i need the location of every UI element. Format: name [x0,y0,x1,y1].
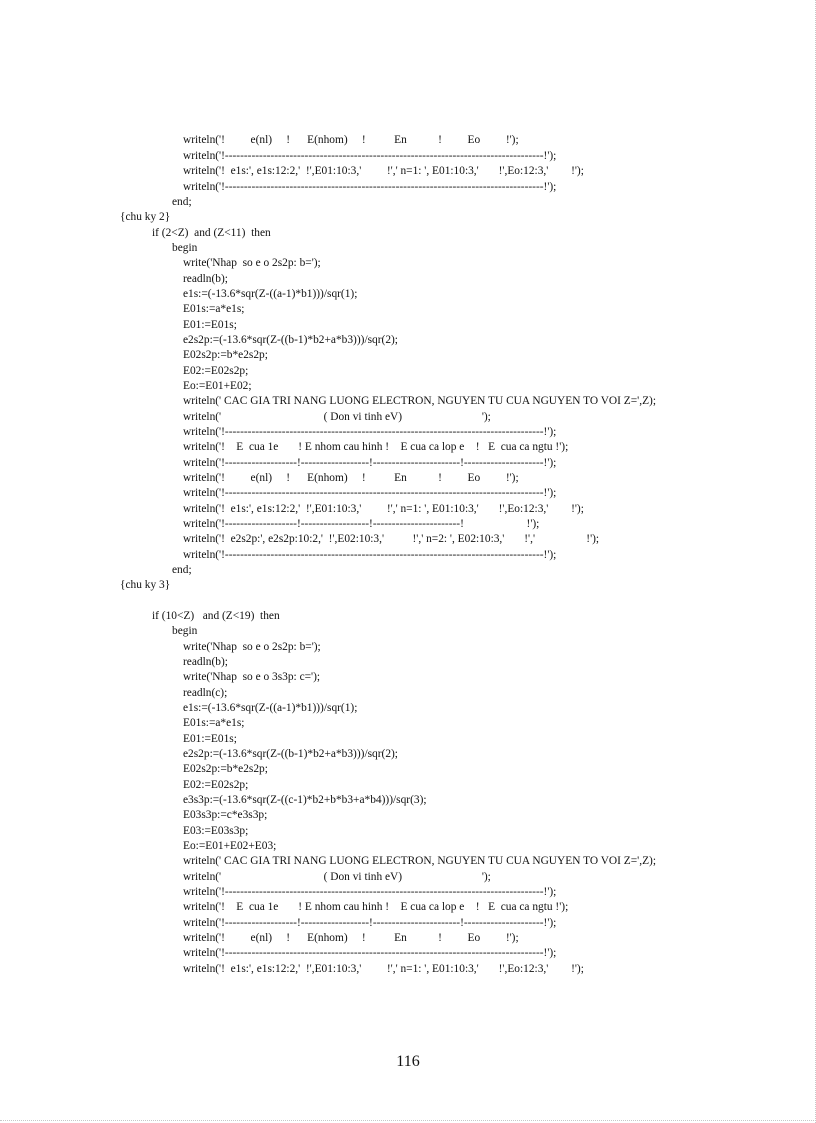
code-line: E01:=E01s; [183,319,237,331]
code-line: writeln('! e1s:', e1s:12:2,' !',E01:10:3,' !',' n=1: ', E01:10:3,' !',Eo:12:3,' !'); [183,165,584,177]
code-line: writeln(' CAC GIA TRI NANG LUONG ELECTRON, NGUYEN TU CUA NGUYEN TO VOI Z=',Z); [183,395,656,407]
code-line: write('Nhap so e o 2s2p: b='); [183,257,321,269]
code-line: E02:=E02s2p; [183,779,249,791]
code-line: E02s2p:=b*e2s2p; [183,349,268,361]
code-line: writeln('!-------------------!------------------!-----------------------! !'); [183,518,540,530]
code-line: e2s2p:=(-13.6*sqr(Z-((b-1)*b2+a*b3)))/sqr(2); [183,334,398,346]
code-line: writeln(' CAC GIA TRI NANG LUONG ELECTRON, NGUYEN TU CUA NGUYEN TO VOI Z=',Z); [183,855,656,867]
code-line: writeln('! e2s2p:', e2s2p:10:2,' !',E02:10:3,' !',' n=2: ', E02:10:3,' !',' !'); [183,533,600,545]
page-number: 116 [396,1053,420,1070]
code-line: Eo:=E01+E02+E03; [183,840,277,852]
code-line: writeln('! e1s:', e1s:12:2,' !',E01:10:3,' !',' n=1: ', E01:10:3,' !',Eo:12:3,' !'); [183,503,584,515]
code-line: writeln('!------------------------------------------------------------------------------------!'); [183,150,557,162]
code-line: writeln(' ( Don vi tinh eV) '); [183,411,491,423]
page-border-bottom [0,1120,816,1121]
code-line: writeln('!-------------------!------------------!-----------------------!---------------------!'); [183,457,557,469]
code-line: write('Nhap so e o 2s2p: b='); [183,641,321,653]
code-line: if (2<Z) and (Z<11) then [152,227,271,239]
code-line: writeln(' ( Don vi tinh eV) '); [183,871,491,883]
code-line: writeln('!------------------------------------------------------------------------------------!'); [183,947,557,959]
code-line: readln(c); [183,687,228,699]
code-line: E01s:=a*e1s; [183,717,245,729]
code-line: write('Nhap so e o 3s3p: c='); [183,671,321,683]
code-line: writeln('! e1s:', e1s:12:2,' !',E01:10:3,' !',' n=1: ', E01:10:3,' !',Eo:12:3,' !'); [183,963,584,975]
code-line: end; [172,196,192,208]
code-line: Eo:=E01+E02; [183,380,252,392]
code-line: {chu ky 2} [120,211,171,223]
code-line: e1s:=(-13.6*sqr(Z-((a-1)*b1)))/sqr(1); [183,288,358,300]
code-line: writeln('!------------------------------------------------------------------------------------!'); [183,181,557,193]
code-line: writeln('!------------------------------------------------------------------------------------!'); [183,487,557,499]
code-line: readln(b); [183,656,228,668]
code-line: {chu ky 3} [120,579,171,591]
code-line: writeln('! E cua 1e ! E nhom cau hinh ! E cua ca lop e ! E cua ca ngtu !'); [183,441,569,453]
code-line: E03s3p:=c*e3s3p; [183,809,268,821]
code-line: writeln('! e(nl) ! E(nhom) ! En ! Eo !'); [183,134,519,146]
code-line: E01:=E01s; [183,733,237,745]
code-line: writeln('!------------------------------------------------------------------------------------!'); [183,549,557,561]
code-line: E01s:=a*e1s; [183,303,245,315]
code-line: writeln('! e(nl) ! E(nhom) ! En ! Eo !'); [183,932,519,944]
code-line: if (10<Z) and (Z<19) then [152,610,280,622]
code-line: writeln('!------------------------------------------------------------------------------------!'); [183,426,557,438]
code-line: E02:=E02s2p; [183,365,249,377]
code-line: end; [172,564,192,576]
code-line: writeln('! e(nl) ! E(nhom) ! En ! Eo !'); [183,472,519,484]
code-line: writeln('!-------------------!------------------!-----------------------!---------------------!'); [183,917,557,929]
code-line: e2s2p:=(-13.6*sqr(Z-((b-1)*b2+a*b3)))/sqr(2); [183,748,398,760]
code-line: readln(b); [183,273,228,285]
code-line: E03:=E03s3p; [183,825,249,837]
code-line: e1s:=(-13.6*sqr(Z-((a-1)*b1)))/sqr(1); [183,702,358,714]
code-line: writeln('!------------------------------------------------------------------------------------!'); [183,886,557,898]
code-line: E02s2p:=b*e2s2p; [183,763,268,775]
code-line: e3s3p:=(-13.6*sqr(Z-((c-1)*b2+b*b3+a*b4)))/sqr(3); [183,794,427,806]
code-line: writeln('! E cua 1e ! E nhom cau hinh ! E cua ca lop e ! E cua ca ngtu !'); [183,901,569,913]
code-line: begin [172,625,198,637]
code-line: begin [172,242,198,254]
